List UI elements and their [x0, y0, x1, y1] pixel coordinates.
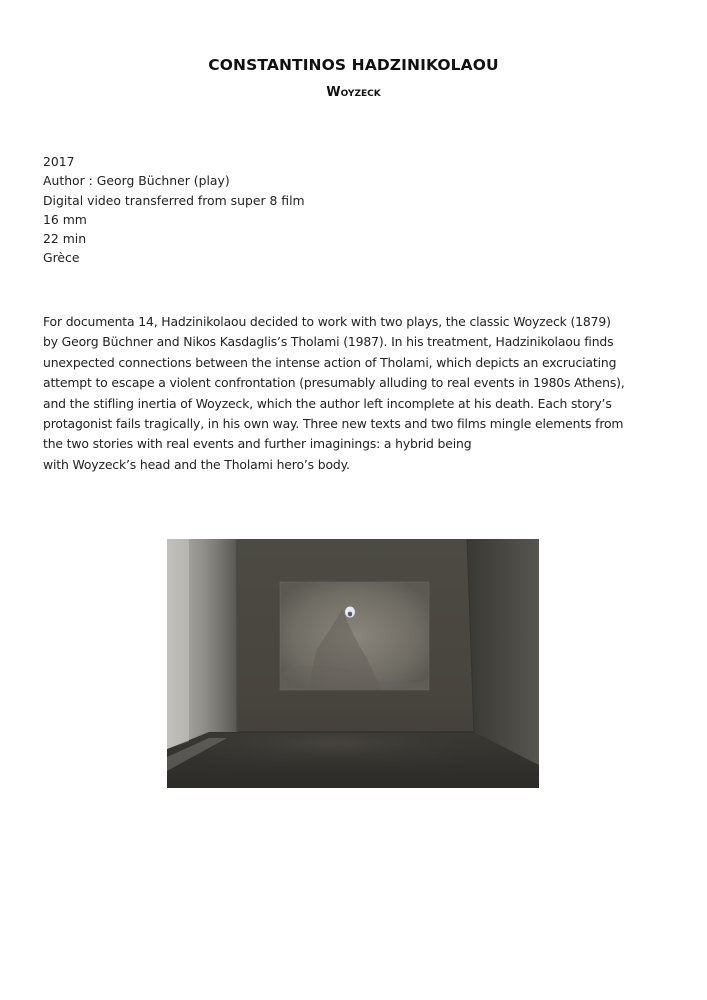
- meta-year: 2017: [43, 154, 75, 169]
- description-line: and the stifling inertia of Woyzeck, which the author left incomplete at his death. Each story’s: [43, 395, 612, 411]
- work-metadata: [43, 152, 305, 268]
- description-line: the two stories with real events and further imaginings: a hybrid being: [43, 436, 472, 452]
- meta-author: Author : Georg Büchner (play): [43, 173, 230, 189]
- meta-duration: 22 min: [43, 231, 87, 247]
- description-line: by Georg Büchner and Nikos Kasdaglis’s Tholami (1987). In his treatment, Hadzinikolaou finds: [43, 334, 614, 350]
- installation-photo: [167, 539, 539, 788]
- work-description: [43, 312, 683, 475]
- description-line: with Woyzeck’s head and the Tholami hero’s body.: [43, 456, 350, 472]
- meta-format: 16 mm: [43, 211, 87, 227]
- description-line: attempt to escape a violent confrontation (presumably alluding to real events in 1980s Athens),: [43, 375, 625, 391]
- meta-country: Grèce: [43, 250, 80, 266]
- artist-name: CONSTANTINOS HADZINIKOLAOU: [208, 56, 499, 74]
- description-line: unexpected connections between the intense action of Tholami, which depicts an excruciating: [43, 354, 617, 370]
- description-line: protagonist fails tragically, in his own way. Three new texts and two films mingle elements from: [43, 416, 624, 432]
- right-wall: [467, 539, 539, 765]
- description-line: For documenta 14, Hadzinikolaou decided to work with two plays, the classic Woyzeck (1879): [43, 314, 611, 329]
- meta-medium: Digital video transferred from super 8 film: [43, 192, 305, 208]
- work-title: Woyzeck: [326, 85, 381, 100]
